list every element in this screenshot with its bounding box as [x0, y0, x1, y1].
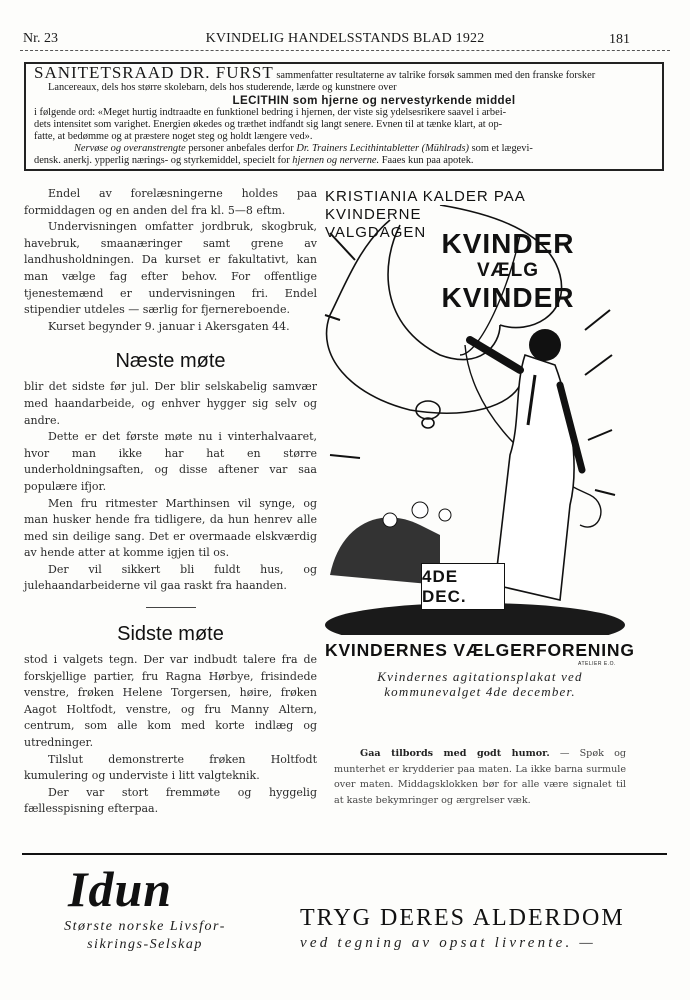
ad-line-2: Lancereaux, dels hos større skolebarn, dels hos studerende, lærde og kunstnere over	[48, 81, 397, 93]
tryg-subline: ved tegning av opsat livrente. —	[300, 935, 596, 951]
paragraph: Dette er det første møte nu i vinterhalvaaret, hvor man ikke har hat en større underholdningsaften, og disse aftener var saa populære ifjor.	[24, 430, 317, 493]
tryg-headline: TRYG DERES ALDERDOM	[300, 905, 625, 931]
slogan-vaelg: VÆLG	[476, 260, 540, 281]
lecithin-advertisement	[24, 62, 664, 171]
ad-line-7	[34, 155, 654, 167]
ad-line-1-text: sammenfatter resultaterne av talrike forsøk sammen med den franske forsker	[276, 70, 596, 81]
issue-number: Nr. 23	[23, 31, 58, 46]
heading-naeste-mote: Næste møte	[115, 350, 226, 373]
humor-note-lead: Gaa tilbords med godt humor.	[360, 748, 550, 759]
running-header	[20, 30, 670, 51]
ad-line-1	[34, 63, 654, 82]
paragraph: stod i valgets tegn. Der var indbudt talere fra de forskjellige partier, fru Ragna Hørbye, frisindede venstre, frøken Helene Torgersen, høire, frøken Aagot Holtfodt, venstre, og fru Manny Altern, centrum, som alle kom med korte indlæg og utredninger.	[24, 653, 317, 750]
ballot-box-label: 4DE DEC.	[422, 566, 467, 606]
idun-logo: Idun	[68, 861, 173, 917]
slogan-kvinder-2: KVINDER	[441, 282, 575, 313]
ad-lead: SANITETSRAAD DR. FURST	[34, 63, 274, 82]
publication-title: KVINDELIG HANDELSSTANDS BLAD 1922	[205, 31, 485, 46]
paragraph: Der vil sikkert bli fuldt hus, og julehaandarbeiderne vil gaa raskt fra haanden.	[24, 562, 317, 593]
ad-line-7-italic: hjernen og nerverne.	[292, 154, 380, 166]
poster-organisation: KVINDERNES VÆLGERFORENING	[325, 640, 635, 660]
ballot-box	[421, 563, 505, 610]
slogan-kvinder-1: KVINDER	[441, 228, 575, 259]
ad-line-4: dets intensitet som varighet. Energien økedes og træthet indfandt sig langt senere. Evnen til at tænke klart, at op-	[34, 119, 503, 131]
paragraph: Men fru ritmester Marthinsen vil synge, og man husker hende fra tidligere, da hun henrev alle med sin deilige sang. Det er overmaade elskværdig av hende atter at komme igjen til os.	[24, 496, 317, 560]
section-naeste-mote	[24, 379, 317, 595]
paragraph: Tilslut demonstrerte frøken Holtfodt kumulering og underviste i litt valgteknik.	[24, 752, 317, 783]
poster-headline-line-1: KRISTIANIA KALDER PAA KVINDERNE	[325, 188, 525, 223]
paragraph: Endel av forelæsningerne holdes paa formiddagen og en anden del fra kl. 5—8 eftm.	[24, 187, 317, 217]
left-column	[24, 186, 317, 818]
idun-tagline-line-2: sikrings-Selskap	[87, 937, 203, 952]
humor-note-text: — Spøk og munterhet er krydderier paa maten. La ikke barna surmule over maten. Middagsklokken bør for alle være signalet til at kaste bekymringer og ærgrelser væk.	[334, 748, 626, 806]
heading-sidste-mote: Sidste møte	[117, 623, 224, 646]
ad-line-6-end: som et lægevi-	[471, 142, 533, 154]
left-column-intro	[24, 186, 317, 335]
idun-tagline	[40, 918, 250, 954]
poster-caption: Kvindernes agitationsplakat ved kommunevalget 4de december.	[377, 669, 583, 699]
section-sidste-mote	[24, 652, 317, 818]
ad-line-5: fatte, at bedømme og at præstere noget steg og holdt længere ved».	[34, 130, 313, 142]
page-number: 181	[609, 32, 630, 47]
paragraph: blir det sidste før jul. Der blir selskabelig samvær med haandarbeide, og enhver hygger sig selv og andre.	[24, 380, 317, 427]
paragraph: Der var stort fremmøte og hyggelig fællesspisning efterpaa.	[24, 785, 317, 816]
poster-signature: ATELIER E.O.	[578, 661, 616, 667]
ad-product-name: Dr. Trainers Lecithintabletter (Mühlrads)	[296, 142, 469, 154]
poster-headline-line-2: VALGDAGEN	[325, 224, 427, 241]
humor-note	[334, 746, 626, 808]
ad-line-7-end: Faaes kun paa apotek.	[381, 154, 474, 166]
woman-figure-icon	[470, 329, 582, 600]
page-divider	[22, 853, 667, 855]
idun-tagline-line-1: Største norske Livsfor-	[64, 919, 226, 934]
ad-line-3: i følgende ord: «Meget hurtig indtraadte en funktionel bedring i hjernen, der viste sig ydelsesrikere saavel i arbei-	[34, 107, 507, 119]
ad-line-7-start: densk. anerkj. ypperlig nærings- og styrkemiddel, specielt for	[34, 154, 290, 166]
paragraph: Undervisningen omfatter jordbruk, skogbruk, havebruk, smaanæringer samt grene av landhusholdningen. Da kurset er fakultativt, kan man vælge fag efter behov. For offentlige tjenestemænd er undervisningen fri. Endel stipendier utdeles — særlig for fjernereboende.	[24, 220, 317, 317]
poster-slogan	[418, 228, 598, 314]
ad-headline: LECITHIN som hjerne og nervestyrkende middel	[232, 93, 516, 107]
ad-line-6	[34, 143, 654, 155]
ad-line-6-mid: personer anbefales derfor	[188, 142, 294, 154]
section-divider	[146, 607, 196, 608]
paragraph: Kurset begynder 9. januar i Akersgaten 44.	[48, 319, 290, 333]
ad-line-6-italic: Nervøse og overanstrengte	[74, 142, 186, 154]
